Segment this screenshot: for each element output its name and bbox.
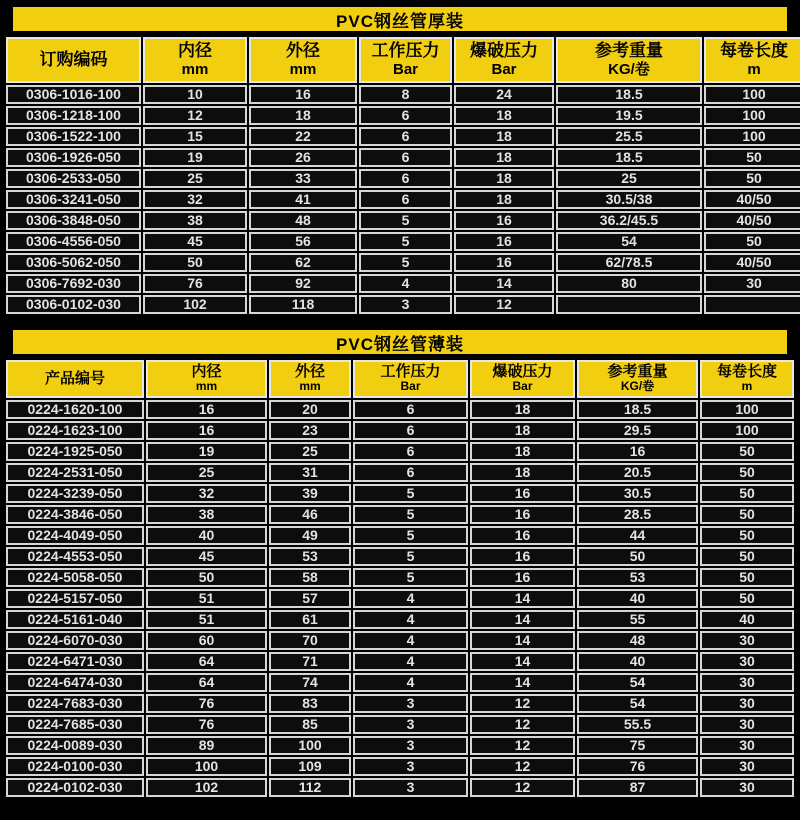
table-cell: 70 xyxy=(269,631,351,650)
table-cell: 14 xyxy=(470,652,575,671)
table-cell: 3 xyxy=(353,715,468,734)
table-cell: 16 xyxy=(577,442,698,461)
table-cell: 45 xyxy=(146,547,267,566)
table-cell: 30 xyxy=(700,757,794,776)
table-cell: 25 xyxy=(269,442,351,461)
table-cell: 25 xyxy=(146,463,267,482)
table-cell: 39 xyxy=(269,484,351,503)
table-cell: 18.5 xyxy=(556,148,702,167)
table-cell: 33 xyxy=(249,169,357,188)
table-row xyxy=(6,652,794,671)
column-header xyxy=(577,360,698,398)
column-header-unit: Bar xyxy=(512,379,533,393)
column-header-label: 爆破压力 xyxy=(470,41,538,60)
table-cell: 5 xyxy=(353,505,468,524)
table-cell: 0224-0102-030 xyxy=(6,778,144,797)
table-cell: 76 xyxy=(143,274,247,293)
table-cell: 6 xyxy=(359,169,452,188)
table-cell: 54 xyxy=(556,232,702,251)
table-cell: 16 xyxy=(146,421,267,440)
table-cell: 4 xyxy=(353,673,468,692)
table-cell: 0306-1218-100 xyxy=(6,106,141,125)
table-cell: 16 xyxy=(470,547,575,566)
table-cell: 0224-4553-050 xyxy=(6,547,144,566)
table-cell: 31 xyxy=(269,463,351,482)
table-cell: 76 xyxy=(146,715,267,734)
table2-header xyxy=(6,360,794,398)
header-row xyxy=(6,360,794,398)
table-cell: 16 xyxy=(454,232,554,251)
table-cell: 16 xyxy=(454,253,554,272)
table-cell: 0224-5157-050 xyxy=(6,589,144,608)
table-cell: 0224-3846-050 xyxy=(6,505,144,524)
table-cell: 89 xyxy=(146,736,267,755)
table-cell: 100 xyxy=(146,757,267,776)
table-cell: 62 xyxy=(249,253,357,272)
table-row xyxy=(6,715,794,734)
thin-pipe-section xyxy=(0,330,800,799)
table-cell: 30 xyxy=(700,631,794,650)
table-cell: 0224-1925-050 xyxy=(6,442,144,461)
table-cell: 55 xyxy=(577,610,698,629)
table-row xyxy=(6,610,794,629)
table-cell: 50 xyxy=(700,463,794,482)
table-cell: 16 xyxy=(470,526,575,545)
table-cell: 40/50 xyxy=(704,190,800,209)
table-cell: 100 xyxy=(700,421,794,440)
table-cell: 3 xyxy=(353,757,468,776)
table-cell: 25 xyxy=(556,169,702,188)
table-row xyxy=(6,484,794,503)
column-header-label: 参考重量 xyxy=(607,363,668,380)
table-cell: 0224-1620-100 xyxy=(6,400,144,419)
table-row xyxy=(6,505,794,524)
table-cell: 16 xyxy=(146,400,267,419)
table-cell: 87 xyxy=(577,778,698,797)
table-cell: 76 xyxy=(146,694,267,713)
table-cell: 19.5 xyxy=(556,106,702,125)
table-row xyxy=(6,568,794,587)
table-cell: 30 xyxy=(700,778,794,797)
table-cell: 50 xyxy=(700,547,794,566)
table-cell: 18 xyxy=(454,148,554,167)
table-cell: 102 xyxy=(143,295,247,314)
table-cell: 50 xyxy=(700,484,794,503)
table-cell: 29.5 xyxy=(577,421,698,440)
column-header-label: 参考重量 xyxy=(595,41,663,60)
table-cell: 4 xyxy=(353,652,468,671)
column-header-label: 外径 xyxy=(294,363,325,380)
table-cell: 12 xyxy=(470,736,575,755)
table-cell: 40/50 xyxy=(704,253,800,272)
table-cell: 0224-2531-050 xyxy=(6,463,144,482)
column-header xyxy=(6,360,144,398)
column-header-label: 工作压力 xyxy=(371,41,440,60)
table-cell: 30 xyxy=(704,274,800,293)
table-cell: 5 xyxy=(359,253,452,272)
table-cell: 16 xyxy=(454,211,554,230)
table-row xyxy=(6,106,800,125)
table-cell: 0224-4049-050 xyxy=(6,526,144,545)
table-cell: 12 xyxy=(470,715,575,734)
table-cell: 0224-0100-030 xyxy=(6,757,144,776)
table1-body xyxy=(6,85,800,314)
table-cell: 64 xyxy=(146,652,267,671)
table-cell: 5 xyxy=(353,526,468,545)
table-row xyxy=(6,673,794,692)
table-cell: 3 xyxy=(353,736,468,755)
table-cell: 0306-1016-100 xyxy=(6,85,141,104)
table-cell: 14 xyxy=(470,631,575,650)
table-row xyxy=(6,274,800,293)
table-cell: 44 xyxy=(577,526,698,545)
column-header xyxy=(700,360,794,398)
table-cell: 19 xyxy=(143,148,247,167)
table-cell: 49 xyxy=(269,526,351,545)
column-header-label: 外径 xyxy=(286,41,320,60)
table-row xyxy=(6,442,794,461)
table-cell: 46 xyxy=(269,505,351,524)
table-cell: 102 xyxy=(146,778,267,797)
column-header xyxy=(359,37,452,83)
table-cell: 50 xyxy=(577,547,698,566)
table-cell: 50 xyxy=(704,169,800,188)
table-cell: 74 xyxy=(269,673,351,692)
table-cell: 71 xyxy=(269,652,351,671)
column-header-label: 订购编码 xyxy=(39,49,108,69)
table-cell: 118 xyxy=(249,295,357,314)
table-cell: 48 xyxy=(577,631,698,650)
table-row xyxy=(6,127,800,146)
column-header-unit: mm xyxy=(181,61,209,78)
table-cell: 0306-1926-050 xyxy=(6,148,141,167)
table-cell: 6 xyxy=(353,442,468,461)
table2-title: PVC钢丝管薄装 xyxy=(336,334,464,354)
column-header-unit: KG/卷 xyxy=(608,61,650,78)
table-cell: 18 xyxy=(454,169,554,188)
table-cell: 80 xyxy=(556,274,702,293)
table-cell: 12 xyxy=(143,106,247,125)
table-cell: 18 xyxy=(454,190,554,209)
table-row xyxy=(6,526,794,545)
table-cell: 26 xyxy=(249,148,357,167)
table-row xyxy=(6,295,800,314)
table-cell: 53 xyxy=(577,568,698,587)
table-cell: 53 xyxy=(269,547,351,566)
table-cell: 50 xyxy=(700,442,794,461)
column-header-label: 每卷长度 xyxy=(720,41,788,60)
column-header-unit: mm xyxy=(289,61,317,78)
table-cell: 75 xyxy=(577,736,698,755)
table-cell: 38 xyxy=(146,505,267,524)
column-header xyxy=(269,360,351,398)
table-cell: 92 xyxy=(249,274,357,293)
table-cell: 50 xyxy=(700,589,794,608)
table-cell: 50 xyxy=(704,232,800,251)
table-cell: 38 xyxy=(143,211,247,230)
table2-body xyxy=(6,400,794,797)
table-cell: 40 xyxy=(577,652,698,671)
table-cell: 0306-7692-030 xyxy=(6,274,141,293)
table-cell: 6 xyxy=(359,127,452,146)
table-cell: 50 xyxy=(700,505,794,524)
table-cell: 6 xyxy=(353,421,468,440)
table-cell: 18 xyxy=(454,127,554,146)
table-cell: 76 xyxy=(577,757,698,776)
table-cell: 12 xyxy=(470,757,575,776)
table2-title-bar xyxy=(13,330,787,354)
table-cell: 85 xyxy=(269,715,351,734)
table-cell: 30 xyxy=(700,652,794,671)
column-header-label: 内径 xyxy=(191,363,222,380)
table-cell: 0306-1522-100 xyxy=(6,127,141,146)
column-header xyxy=(146,360,267,398)
table-cell: 0306-3241-050 xyxy=(6,190,141,209)
table-cell: 54 xyxy=(577,673,698,692)
table-cell: 14 xyxy=(470,589,575,608)
table-cell: 112 xyxy=(269,778,351,797)
table-cell: 10 xyxy=(143,85,247,104)
table-cell: 20 xyxy=(269,400,351,419)
table-cell: 5 xyxy=(353,484,468,503)
table-row xyxy=(6,148,800,167)
table-cell: 18 xyxy=(470,463,575,482)
table-cell: 14 xyxy=(454,274,554,293)
table-cell: 18 xyxy=(470,400,575,419)
table-row xyxy=(6,547,794,566)
column-header-unit: mm xyxy=(299,379,321,393)
column-header xyxy=(470,360,575,398)
table-row xyxy=(6,631,794,650)
table-cell: 16 xyxy=(470,568,575,587)
table-cell: 5 xyxy=(359,232,452,251)
thick-pipe-table xyxy=(4,35,800,316)
column-header-unit: KG/卷 xyxy=(620,379,655,393)
table-cell: 6 xyxy=(353,400,468,419)
table-cell: 40 xyxy=(700,610,794,629)
table-cell: 40 xyxy=(577,589,698,608)
table-cell: 18 xyxy=(470,442,575,461)
table-row xyxy=(6,190,800,209)
table-cell: 0224-7683-030 xyxy=(6,694,144,713)
table-cell: 54 xyxy=(577,694,698,713)
table-cell: 48 xyxy=(249,211,357,230)
table-cell xyxy=(556,295,702,314)
table-cell: 50 xyxy=(700,568,794,587)
table-row xyxy=(6,400,794,419)
table-cell: 57 xyxy=(269,589,351,608)
table-cell: 24 xyxy=(454,85,554,104)
column-header xyxy=(6,37,141,83)
table-cell: 55.5 xyxy=(577,715,698,734)
table-cell: 5 xyxy=(353,547,468,566)
table-cell: 6 xyxy=(359,106,452,125)
table-cell: 61 xyxy=(269,610,351,629)
table-cell: 20.5 xyxy=(577,463,698,482)
table-cell: 50 xyxy=(146,568,267,587)
table-cell: 0224-5161-040 xyxy=(6,610,144,629)
header-row xyxy=(6,37,800,83)
table-cell: 0224-0089-030 xyxy=(6,736,144,755)
table-cell: 16 xyxy=(470,484,575,503)
table-cell: 0306-4556-050 xyxy=(6,232,141,251)
table-cell: 18.5 xyxy=(577,400,698,419)
table-cell: 100 xyxy=(704,106,800,125)
table-cell: 100 xyxy=(269,736,351,755)
column-header xyxy=(353,360,468,398)
table-cell: 30 xyxy=(700,673,794,692)
column-header-unit: Bar xyxy=(392,61,418,78)
table-cell: 51 xyxy=(146,589,267,608)
table1-header xyxy=(6,37,800,83)
table-cell: 6 xyxy=(353,463,468,482)
table-cell: 12 xyxy=(470,694,575,713)
table-cell: 6 xyxy=(359,190,452,209)
table-cell: 50 xyxy=(704,148,800,167)
table-cell: 0224-1623-100 xyxy=(6,421,144,440)
table-cell: 100 xyxy=(704,85,800,104)
table-cell: 5 xyxy=(353,568,468,587)
table-cell: 109 xyxy=(269,757,351,776)
table-cell: 83 xyxy=(269,694,351,713)
table-cell: 58 xyxy=(269,568,351,587)
table-row xyxy=(6,589,794,608)
column-header-unit: m xyxy=(747,61,761,78)
table-cell: 0224-7685-030 xyxy=(6,715,144,734)
table-cell: 4 xyxy=(353,589,468,608)
table-cell: 100 xyxy=(704,127,800,146)
table-cell: 5 xyxy=(359,211,452,230)
table-cell: 18 xyxy=(470,421,575,440)
table-cell: 0224-6070-030 xyxy=(6,631,144,650)
table-cell: 0224-6474-030 xyxy=(6,673,144,692)
column-header xyxy=(249,37,357,83)
table-cell: 62/78.5 xyxy=(556,253,702,272)
table1-title: PVC钢丝管厚装 xyxy=(336,11,464,31)
table-cell: 14 xyxy=(470,610,575,629)
table-cell: 4 xyxy=(353,610,468,629)
table-cell: 30 xyxy=(700,715,794,734)
column-header xyxy=(454,37,554,83)
table-row xyxy=(6,736,794,755)
table-row xyxy=(6,169,800,188)
table-cell: 36.2/45.5 xyxy=(556,211,702,230)
table-cell: 12 xyxy=(470,778,575,797)
table-cell: 23 xyxy=(269,421,351,440)
column-header-unit: Bar xyxy=(400,379,421,393)
table-cell: 19 xyxy=(146,442,267,461)
table-cell: 22 xyxy=(249,127,357,146)
table-cell: 30.5 xyxy=(577,484,698,503)
table-cell: 30 xyxy=(700,736,794,755)
table-cell: 4 xyxy=(353,631,468,650)
table-cell: 18.5 xyxy=(556,85,702,104)
table-row xyxy=(6,421,794,440)
table-cell: 0306-5062-050 xyxy=(6,253,141,272)
table-row xyxy=(6,757,794,776)
table-row xyxy=(6,232,800,251)
table-cell: 64 xyxy=(146,673,267,692)
table1-title-bar xyxy=(13,7,787,31)
column-header-unit: m xyxy=(741,379,753,393)
table-cell: 0306-2533-050 xyxy=(6,169,141,188)
table-cell: 0306-0102-030 xyxy=(6,295,141,314)
table-cell: 40 xyxy=(146,526,267,545)
table-cell: 41 xyxy=(249,190,357,209)
table-cell: 14 xyxy=(470,673,575,692)
thick-pipe-section xyxy=(0,7,800,316)
table-cell: 51 xyxy=(146,610,267,629)
table-cell: 32 xyxy=(143,190,247,209)
table-cell: 16 xyxy=(249,85,357,104)
table-row xyxy=(6,463,794,482)
column-header xyxy=(704,37,800,83)
table-cell: 30 xyxy=(700,694,794,713)
table-cell: 3 xyxy=(353,778,468,797)
column-header-label: 每卷长度 xyxy=(716,363,777,380)
table-row xyxy=(6,778,794,797)
table-cell xyxy=(704,295,800,314)
column-header-label: 产品编号 xyxy=(44,369,105,387)
table-cell: 0306-3848-050 xyxy=(6,211,141,230)
table-cell: 4 xyxy=(359,274,452,293)
table-cell: 0224-6471-030 xyxy=(6,652,144,671)
thin-pipe-table xyxy=(4,358,796,799)
table-cell: 0224-5058-050 xyxy=(6,568,144,587)
table-cell: 3 xyxy=(359,295,452,314)
table-cell: 25 xyxy=(143,169,247,188)
table-cell: 3 xyxy=(353,694,468,713)
column-header-label: 工作压力 xyxy=(380,363,441,380)
table-cell: 25.5 xyxy=(556,127,702,146)
column-header xyxy=(556,37,702,83)
table-cell: 30.5/38 xyxy=(556,190,702,209)
table-cell: 50 xyxy=(700,526,794,545)
column-header-unit: mm xyxy=(195,379,218,393)
table-cell: 45 xyxy=(143,232,247,251)
table-cell: 40/50 xyxy=(704,211,800,230)
table-cell: 18 xyxy=(249,106,357,125)
table-cell: 100 xyxy=(700,400,794,419)
table-cell: 50 xyxy=(143,253,247,272)
table-cell: 60 xyxy=(146,631,267,650)
section-divider xyxy=(0,316,800,330)
table-cell: 18 xyxy=(454,106,554,125)
table-cell: 16 xyxy=(470,505,575,524)
table-cell: 15 xyxy=(143,127,247,146)
table-cell: 0224-3239-050 xyxy=(6,484,144,503)
column-header xyxy=(143,37,247,83)
table-cell: 8 xyxy=(359,85,452,104)
table-row xyxy=(6,85,800,104)
table-cell: 6 xyxy=(359,148,452,167)
table-cell: 12 xyxy=(454,295,554,314)
table-row xyxy=(6,253,800,272)
table-cell: 28.5 xyxy=(577,505,698,524)
table-cell: 32 xyxy=(146,484,267,503)
table-row xyxy=(6,694,794,713)
column-header-label: 内径 xyxy=(178,41,212,60)
column-header-unit: Bar xyxy=(491,61,517,78)
table-row xyxy=(6,211,800,230)
table-cell: 56 xyxy=(249,232,357,251)
column-header-label: 爆破压力 xyxy=(492,363,553,380)
